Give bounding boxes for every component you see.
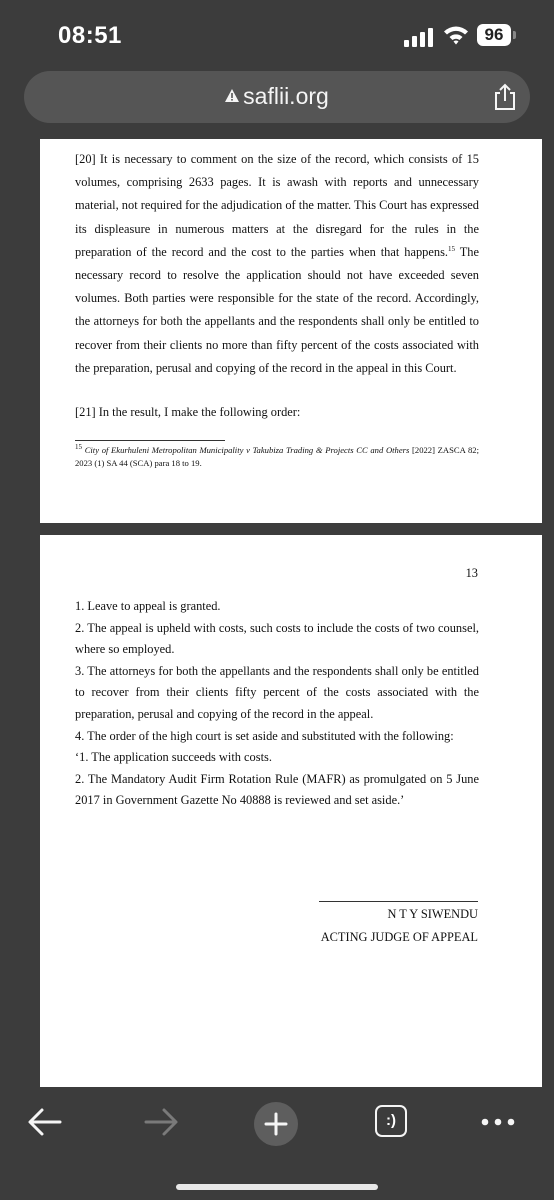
order-item: 4. The order of the high court is set aside and substituted with the following: [75, 728, 454, 743]
more-options-icon[interactable] [480, 1104, 516, 1140]
new-tab-button[interactable] [254, 1102, 298, 1146]
plus-icon [254, 1102, 298, 1146]
share-icon[interactable] [492, 83, 518, 111]
order-item: 1. Leave to appeal is granted. [75, 599, 221, 613]
order-item: ‘1. The application succeeds with costs. [75, 750, 272, 765]
forward-arrow-icon[interactable] [142, 1104, 180, 1140]
status-bar [0, 0, 554, 70]
signatory-name: N T Y SIWENDU [387, 907, 478, 921]
document-page-12 [40, 139, 542, 523]
address-bar[interactable] [24, 71, 530, 123]
paragraph-20 [75, 148, 479, 380]
battery-indicator: 96 [477, 24, 511, 46]
page-number: 13 [465, 566, 478, 580]
status-time: 08:51 [58, 22, 122, 49]
paragraph-20-text: [20] It is necessary to comment on the size of the record, which consists of 15 volumes, comprising 2633 pages. It is awash with reports and unnecessary material, not required for the adjudication of the matter. This Court has expressed its displeasure in numerous matters at the disregard for the rules in the preparation of the record and the cost to the parties when that happens. [75, 152, 479, 259]
document-page-13 [40, 535, 542, 1087]
order-item: 2. The Mandatory Audit Firm Rotation Rule (MAFR) as promulgated on 5 June 2017 in Government Gazette No 40888 is reviewed and set aside.’ [75, 771, 479, 808]
tabs-button-label: :) [386, 1112, 396, 1129]
signal-icon [404, 27, 434, 47]
footnote-case-name: City of Ekurhuleni Metropolitan Municipality v Takubiza Trading & Projects CC and Others [84, 445, 410, 455]
home-indicator[interactable] [176, 1184, 378, 1190]
footnote-citation: [2022] ZASCA 82; 2023 (1) SA 44 (SCA) para 18 to 19. [75, 445, 479, 468]
paragraph-20-continuation: The necessary record to resolve the application should not have exceeded seven volumes. Both parties were responsible for the state of the record. Accordingly, the attorneys for both the appellants and the respondents shall only be entitled to recover from their clients no more than fifty percent of the costs associated with the preparation, perusal and copying of the record in the appeal in this Court. [75, 244, 479, 375]
tabs-button[interactable] [375, 1105, 407, 1137]
url-text: saflii.org [243, 83, 329, 109]
warning-icon [225, 89, 239, 102]
wifi-icon [443, 24, 469, 46]
footnote-number: 15 [75, 443, 82, 452]
court-order [75, 596, 479, 812]
url-display[interactable] [24, 83, 530, 110]
footnote-divider [75, 440, 225, 441]
battery-tip [513, 31, 516, 39]
signatory-title: ACTING JUDGE OF APPEAL [320, 930, 478, 944]
back-arrow-icon[interactable] [26, 1104, 64, 1140]
footnote-15 [75, 444, 479, 469]
order-item: 3. The attorneys for both the appellants and the respondents shall only be entitled to recover from their clients fifty percent of the costs associated with the preparation, perusal and copying of the record in the appeal. [75, 663, 479, 721]
signature-line [319, 901, 478, 902]
order-item: 2. The appeal is upheld with costs, such costs to include the costs of two counsel, where so employed. [75, 620, 479, 657]
footnote-reference[interactable]: 15 [447, 244, 455, 253]
paragraph-21: [21] In the result, I make the following order: [75, 405, 301, 419]
